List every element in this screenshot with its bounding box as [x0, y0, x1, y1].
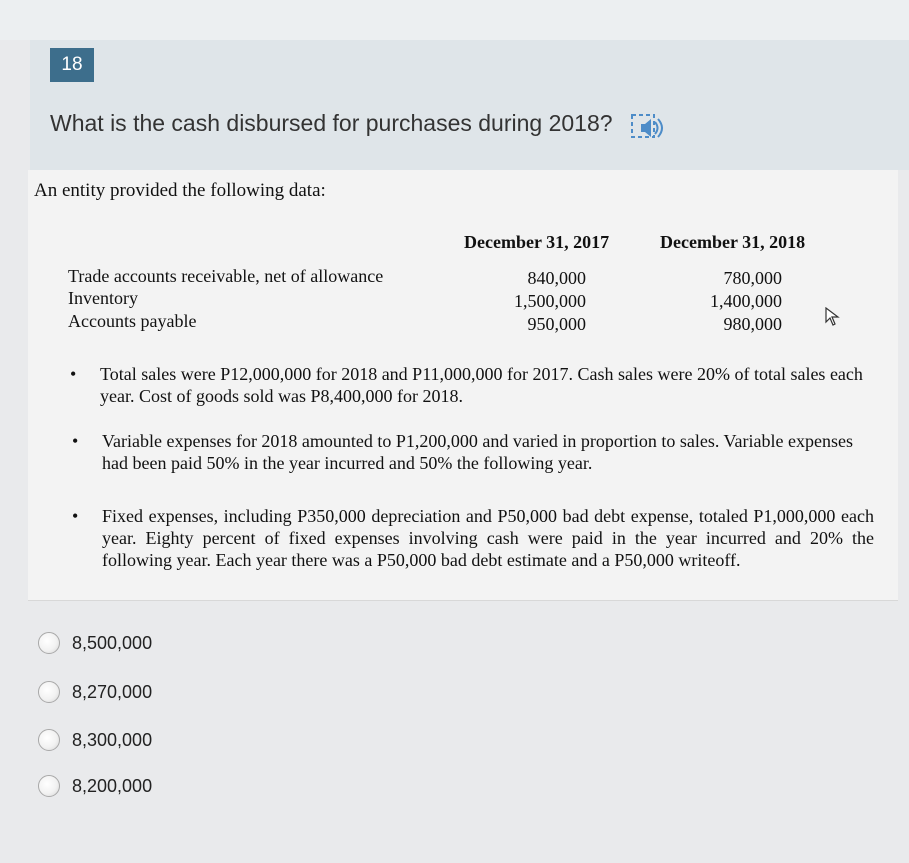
radio-button[interactable] — [38, 681, 60, 703]
top-strip — [0, 0, 909, 40]
bullet-dot: • — [70, 364, 77, 384]
answer-option-label: 8,200,000 — [72, 775, 153, 796]
question-header — [30, 40, 909, 170]
column-header-2017: December 31, 2017 — [464, 232, 610, 252]
question-text: What is the cash disbursed for purchases during 2018? — [50, 110, 613, 136]
row-label-receivable: Trade accounts receivable, net of allowance — [68, 266, 384, 286]
answer-option[interactable] — [38, 775, 152, 797]
bullet-item — [72, 430, 882, 474]
intro-text: An entity provided the following data: — [34, 180, 326, 201]
answer-option[interactable] — [38, 681, 152, 703]
bullet-item — [72, 505, 874, 571]
value-inventory-2017: 1,500,000 — [514, 291, 586, 311]
radio-button[interactable] — [38, 632, 60, 654]
bullet-text: Fixed expenses, including P350,000 depreciation and P50,000 bad debt expense, totaled P1,000,000 each year. Eighty percent of fixed expenses involving cash were paid in the year incurred and 20% the following year. Each year there was a P50,000 bad debt estimate and a P50,000 writeoff. — [102, 506, 874, 570]
answer-option-label: 8,300,000 — [72, 729, 153, 750]
mouse-cursor-icon — [824, 307, 842, 327]
answer-option[interactable] — [38, 632, 152, 654]
value-receivable-2017: 840,000 — [527, 268, 586, 288]
row-label-inventory: Inventory — [68, 288, 138, 308]
column-header-2018: December 31, 2018 — [660, 232, 806, 252]
bullet-item — [70, 363, 880, 407]
answer-option[interactable] — [38, 729, 152, 751]
bullet-dot: • — [72, 506, 79, 526]
answer-option-label: 8,500,000 — [72, 632, 153, 653]
radio-button[interactable] — [38, 775, 60, 797]
value-inventory-2018: 1,400,000 — [710, 291, 782, 311]
row-label-payable: Accounts payable — [68, 311, 197, 331]
value-payable-2017: 950,000 — [527, 314, 586, 334]
radio-button[interactable] — [38, 729, 60, 751]
question-number-badge: 18 — [50, 48, 94, 82]
bullet-text: Total sales were P12,000,000 for 2018 and P11,000,000 for 2017. Cash sales were 20% of total sales each year. Cost of goods sold was P8,400,000 for 2018. — [100, 364, 863, 406]
audio-icon[interactable] — [631, 113, 667, 143]
value-payable-2018: 980,000 — [723, 314, 782, 334]
answer-option-label: 8,270,000 — [72, 681, 153, 702]
bullet-text: Variable expenses for 2018 amounted to P1,200,000 and varied in proportion to sales. Variable expenses had been paid 50% in the year incurred and 50% the following year. — [102, 431, 853, 473]
value-receivable-2018: 780,000 — [723, 268, 782, 288]
bullet-dot: • — [72, 431, 79, 451]
